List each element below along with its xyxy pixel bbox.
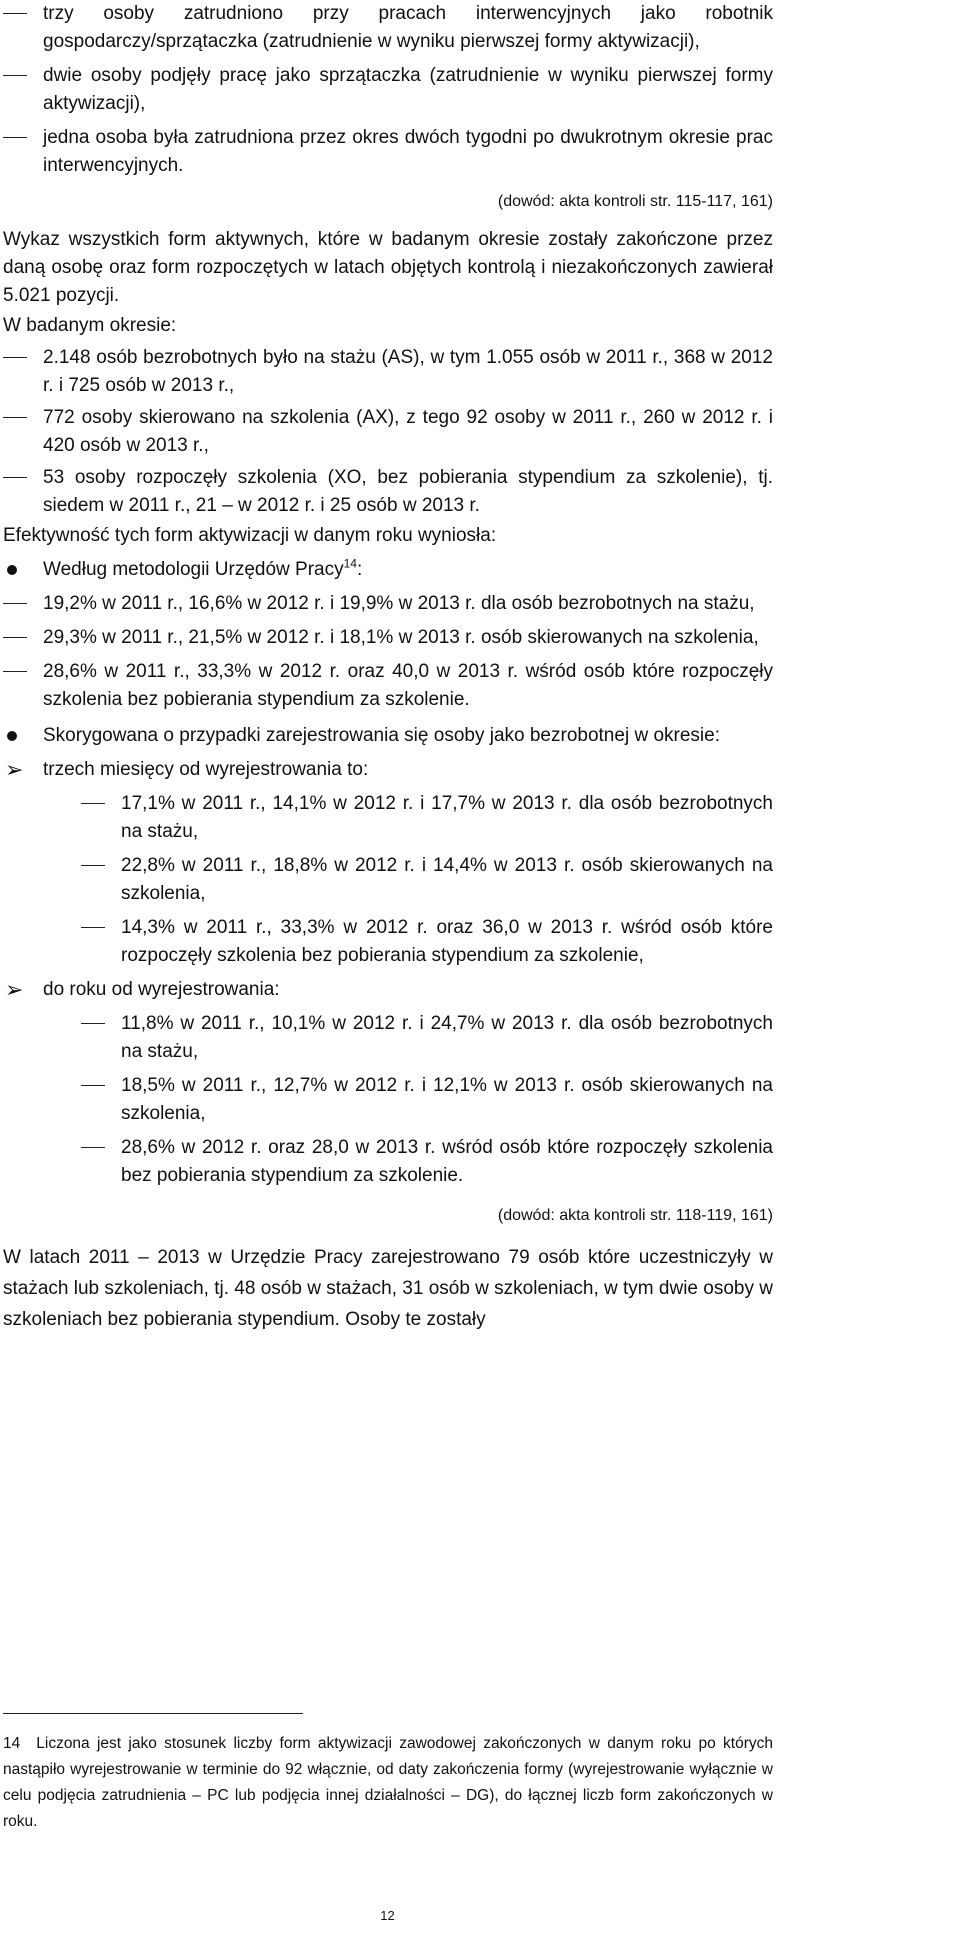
- list-item: 29,3% w 2011 r., 21,5% w 2012 r. i 18,1% w 2013 r. osób skierowanych na szkolenia,: [3, 624, 773, 652]
- footnote-number: 14: [3, 1735, 21, 1752]
- dash-marker: [3, 137, 27, 138]
- page-number: 12: [380, 1908, 395, 1923]
- section-label: Efektywność tych form aktywizacji w danym roku wyniosła:: [3, 525, 497, 546]
- arrow-right-icon: ➢: [5, 757, 24, 782]
- list-item: 772 osoby skierowano na szkolenia (AX), z tego 92 osoby w 2011 r., 260 w 2012 r. i 420 osób w 2013 r.,: [3, 404, 773, 460]
- dash-marker: [81, 803, 105, 804]
- list-item: 28,6% w 2011 r., 33,3% w 2012 r. oraz 40,0 w 2013 r. wśród osób które rozpoczęły szkolenia bez pobierania stypendium za szkolenie.: [3, 658, 773, 714]
- bullet-item: Skorygowana o przypadki zarejestrowania się osoby jako bezrobotnej w okresie:: [3, 722, 773, 750]
- bullet-1-list: [3, 590, 773, 714]
- list-item: 28,6% w 2012 r. oraz 28,0 w 2013 r. wśród osób które rozpoczęły szkolenia bez pobierania stypendium za szkolenie.: [3, 1134, 773, 1190]
- dash-marker: [3, 417, 27, 418]
- list-item: 17,1% w 2011 r., 14,1% w 2012 r. i 17,7% w 2013 r. dla osób bezrobotnych na stażu,: [3, 790, 773, 846]
- page-body: [3, 0, 773, 1335]
- footnote-separator: [3, 1713, 303, 1714]
- list-item: 19,2% w 2011 r., 16,6% w 2012 r. i 19,9% w 2013 r. dla osób bezrobotnych na stażu,: [3, 590, 773, 618]
- bullet-item: Według metodologii Urzędów Pracy$^{14}$:: [3, 556, 773, 584]
- dash-marker: [81, 1147, 105, 1148]
- list-item: 53 osoby rozpoczęły szkolenia (XO, bez pobierania stypendium za szkolenie), tj. siedem w 2011 r., 21 – w 2012 r. i 25 osób w 2013 r.: [3, 464, 773, 520]
- list-item: 18,5% w 2011 r., 12,7% w 2012 r. i 12,1% w 2013 r. osób skierowanych na szkolenia,: [3, 1072, 773, 1128]
- dash-marker: [81, 1085, 105, 1086]
- sub-list-one-year: [3, 1010, 773, 1190]
- dash-marker: [3, 357, 27, 358]
- list-item: 22,8% w 2011 r., 18,8% w 2012 r. i 14,4% w 2013 r. osób skierowanych na szkolenia,: [3, 852, 773, 908]
- footnote-ref: 14: [343, 556, 357, 571]
- evidence-reference: (dowód: akta kontroli str. 118-119, 161): [497, 1207, 773, 1224]
- arrow-right-icon: ➢: [5, 977, 24, 1002]
- dash-marker: [3, 13, 27, 14]
- dash-marker: [3, 75, 27, 76]
- dash-marker: [3, 477, 27, 478]
- dash-marker: [81, 865, 105, 866]
- dash-marker: [3, 671, 27, 672]
- paragraph: W latach 2011 – 2013 w Urzędzie Pracy zarejestrowano 79 osób które uczestniczyły w stażach lub szkoleniach, tj. 48 osób w stażach, 31 osób w szkoleniach, w tym dwie osoby w szkoleniach bez pobierania stypendium. Osoby te zostały: [3, 1247, 773, 1330]
- list-item: 14,3% w 2011 r., 33,3% w 2012 r. oraz 36,0 w 2013 r. wśród osób które rozpoczęły szkolenia bez pobierania stypendium za szkolenie,: [3, 914, 773, 970]
- bullet-dot-icon: [7, 565, 17, 575]
- dash-marker: [81, 927, 105, 928]
- arrow-item: ➢ do roku od wyrejestrowania:: [5, 977, 280, 1002]
- footnote-text: Liczona jest jako stosunek liczby form aktywizacji zawodowej zakończonych w danym roku po których nastąpiło wyrejestrowanie w terminie do 92 włącznie, od daty zakończenia formy (wyrejestrowanie wyłącznie w celu podjęcia zatrudnienia – PC lub podjęcia innej działalności – DG), do łącznej liczb form zakończonych w roku.: [3, 1735, 773, 1830]
- footnote: [3, 1731, 773, 1835]
- dash-marker: [81, 1023, 105, 1024]
- list-item: trzy osoby zatrudniono przy pracach interwencyjnych jako robotnik gospodarczy/sprzątaczka (zatrudnienie w wyniku pierwszej formy aktywizacji),: [3, 0, 773, 56]
- evidence-reference: (dowód: akta kontroli str. 115-117, 161): [497, 193, 773, 210]
- period-list: [3, 344, 773, 520]
- list-item: jedna osoba była zatrudniona przez okres dwóch tygodni po dwukrotnym okresie prac interwencyjnych.: [3, 124, 773, 180]
- list-item: dwie osoby podjęły pracę jako sprzątaczka (zatrudnienie w wyniku pierwszej formy aktywizacji),: [3, 62, 773, 118]
- section-label: W badanym okresie:: [3, 315, 177, 336]
- bullet-dot-icon: [7, 731, 17, 741]
- sub-list-three-months: [3, 790, 773, 970]
- dash-marker: [3, 603, 27, 604]
- list-item: 11,8% w 2011 r., 10,1% w 2012 r. i 24,7% w 2013 r. dla osób bezrobotnych na stażu,: [3, 1010, 773, 1066]
- intro-list: [3, 0, 773, 180]
- arrow-item: ➢ trzech miesięcy od wyrejestrowania to:: [5, 757, 369, 782]
- list-item: 2.148 osób bezrobotnych było na stażu (AS), w tym 1.055 osób w 2011 r., 368 w 2012 r. i 725 osób w 2013 r.,: [3, 344, 773, 400]
- paragraph: Wykaz wszystkich form aktywnych, które w badanym okresie zostały zakończone przez daną osobę oraz form rozpoczętych w latach objętych kontrolą i niezakończonych zawierał 5.021 pozycji.: [3, 229, 773, 306]
- dash-marker: [3, 637, 27, 638]
